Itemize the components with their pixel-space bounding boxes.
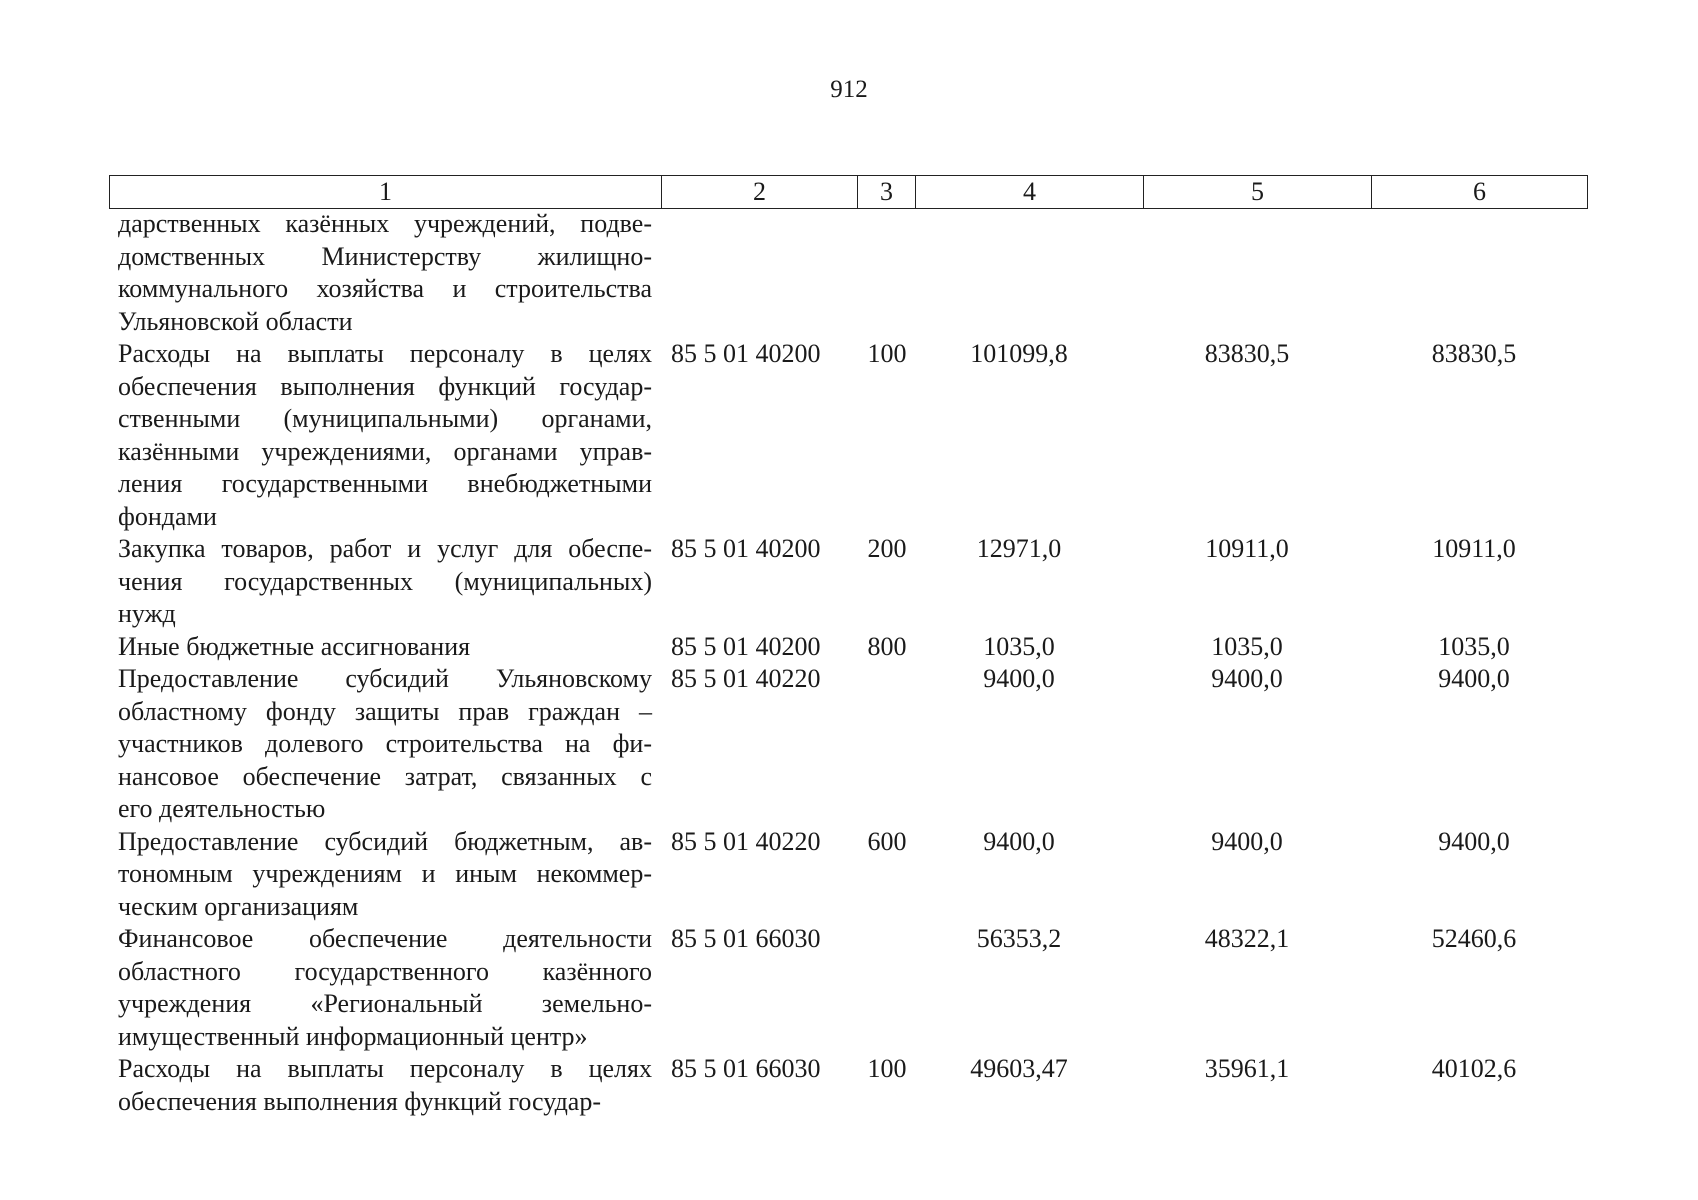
table-row [109,1053,1587,1118]
description-line: участников долевого строительства на фи- [118,729,652,758]
row-description [118,826,652,924]
description-line: ления государственными внебюджетными [118,469,652,498]
row-value-col4: 56353,2 [976,924,1062,953]
description-line: домственных Министерству жилищно- [118,241,652,271]
row-description [118,208,652,338]
header-col-4: 4 [916,176,1144,209]
description-line: Закупка товаров, работ и услуг для обеспе- [118,534,652,563]
row-target-code: 85 5 01 66030 [671,924,821,953]
row-value-col5: 9400,0 [1211,664,1283,693]
row-value-col4: 1035,0 [983,631,1055,661]
description-line: тономным учреждениям и иным некоммер- [118,859,652,888]
row-value-col6: 52460,6 [1431,924,1517,953]
header-col-6: 6 [1372,176,1588,209]
header-col-2: 2 [662,176,858,209]
row-expense-type: 200 [867,534,907,563]
row-expense-type: 100 [867,1054,907,1083]
row-target-code: 85 5 01 40220 [671,826,821,856]
description-line: ственными (муниципальными) органами, [118,404,652,433]
row-value-col4: 9400,0 [983,664,1055,693]
description-line: нансовое обеспечение затрат, связанных с [118,761,652,791]
row-expense-type: 800 [867,631,907,661]
table-row [109,826,1587,924]
description-line: обеспечения выполнения функций государ- [118,371,652,401]
description-line: Ульяновской области [118,306,353,336]
row-expense-type: 100 [867,339,907,368]
header-col-3: 3 [858,176,916,209]
table-row [109,338,1587,533]
row-description [118,1053,652,1118]
table-row [109,663,1587,826]
description-line: коммунального хозяйства и строительства [118,274,652,303]
row-value-col5: 83830,5 [1204,339,1290,368]
table-body [109,208,1587,1118]
row-target-code: 85 5 01 40220 [671,664,821,693]
row-value-col5: 10911,0 [1205,534,1289,563]
page-number: 912 [830,76,868,103]
row-value-col5: 1035,0 [1211,631,1283,661]
description-line: Расходы на выплаты персоналу в целях [118,1054,652,1083]
header-col-5: 5 [1144,176,1372,209]
description-line: казёнными учреждениями, органами управ- [118,436,652,466]
row-value-col5: 35961,1 [1204,1054,1290,1083]
row-value-col6: 83830,5 [1431,339,1517,368]
row-description [118,663,652,826]
description-line: ческим организациям [118,891,359,921]
description-line: дарственных казённых учреждений, подве- [118,209,652,238]
table-header [109,175,1588,209]
row-target-code: 85 5 01 66030 [671,1054,821,1083]
description-line: учреждения «Региональный земельно- [118,989,652,1018]
table-row [109,631,1587,664]
row-value-col6: 40102,6 [1431,1054,1517,1083]
description-line: областного государственного казённого [118,956,652,986]
row-target-code: 85 5 01 40200 [671,534,821,563]
row-description [118,338,652,533]
row-value-col6: 10911,0 [1432,534,1516,563]
row-description [118,533,652,631]
row-target-code: 85 5 01 40200 [671,631,821,661]
row-target-code: 85 5 01 40200 [671,339,821,368]
header-col-1: 1 [110,176,662,209]
description-line: чения государственных (муниципальных) [118,566,652,596]
row-value-col6: 9400,0 [1438,664,1510,693]
row-value-col4: 101099,8 [970,339,1068,368]
description-line: Иные бюджетные ассигнования [118,631,471,661]
table-row [109,208,1587,338]
description-line: Предоставление субсидий Ульяновскому [118,664,652,693]
row-value-col5: 48322,1 [1204,924,1290,953]
description-line: фондами [118,501,217,531]
description-line: Расходы на выплаты персоналу в целях [118,339,652,368]
description-line: Предоставление субсидий бюджетным, ав- [118,826,652,856]
table-row [109,533,1587,631]
row-value-col4: 49603,47 [970,1054,1068,1083]
row-value-col5: 9400,0 [1211,826,1283,856]
description-line: имущественный информационный центр» [118,1021,588,1051]
description-line: нужд [118,599,176,628]
description-line: его деятельностью [118,794,326,823]
description-line: обеспечения выполнения функций государ- [118,1086,601,1116]
description-line: Финансовое обеспечение деятельности [118,924,652,953]
description-line: областному фонду защиты прав граждан – [118,696,652,726]
row-description [118,631,652,664]
row-value-col6: 1035,0 [1438,631,1510,661]
row-value-col4: 9400,0 [983,826,1055,856]
table-row [109,923,1587,1053]
row-description [118,923,652,1053]
row-expense-type: 600 [867,826,907,856]
row-value-col6: 9400,0 [1438,826,1510,856]
row-value-col4: 12971,0 [976,534,1062,563]
